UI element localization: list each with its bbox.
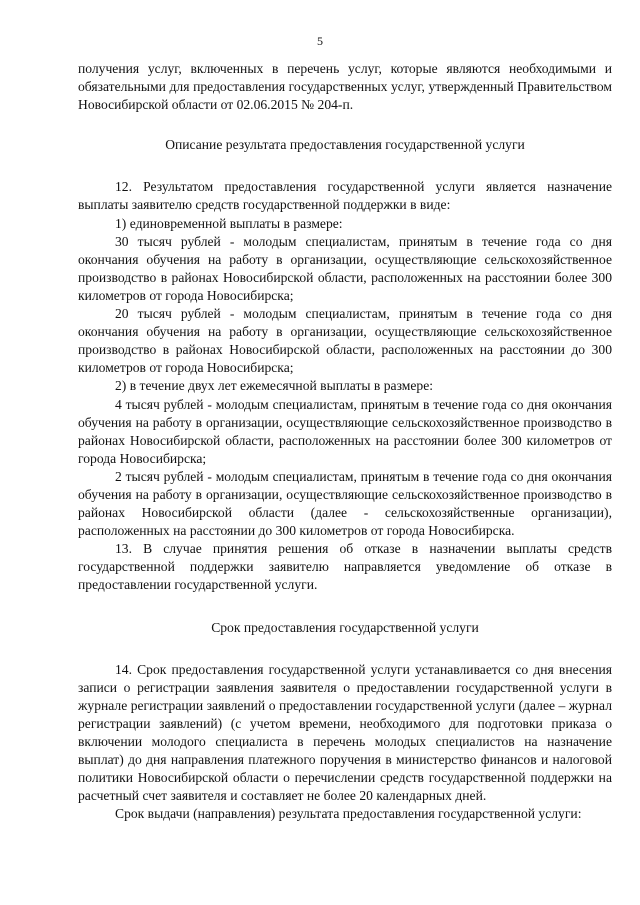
list-item-20k: 20 тысяч рублей - молодым специалистам, принятым в течение года со дня окончания обучения на работу в организации, осуществляющие сельскохозяйственное производство в районах Новосибирской области, расположенных на расстоянии до 300 километров от города Новосибирска;	[78, 306, 612, 376]
paragraph-14: 14. Срок предоставления государственной услуги устанавливается со дня внесения записи о регистрации заявления заявителя о предоставлении государственной услуги в журнале регистрации заявлений о предоставлении государственной услуги (далее – журнал регистрации заявлений) (с учетом времени, необходимого для подготовки приказа о включении молодого специалиста в перечень молодых специалистов на назначение выплат) до дня направления платежного поручения в министерство финансов и налоговой политики Новосибирской области о перечислении средств государственной поддержки на расчетный счет заявителя и составляет не более 20 календарных дней.	[78, 661, 612, 804]
list-item-2k: 2 тысяч рублей - молодым специалистам, принятым в течение года со дня окончания обучения на работу в организации, осуществляющие сельскохозяйственное производство в районах Новосибирской области (далее - сельскохозяйственные организации), расположенных на расстоянии до 300 километров от города Новосибирска.	[78, 468, 612, 539]
list-item-monthly: 2) в течение двух лет ежемесячной выплаты в размере:	[115, 378, 433, 394]
section-heading-result: Описание результата предоставления государственной услуги	[165, 137, 525, 153]
document-body	[78, 60, 612, 823]
paragraph-delivery-term: Срок выдачи (направления) результата предоставления государственной услуги:	[115, 806, 582, 822]
list-item-4k: 4 тысяч рублей - молодым специалистам, принятым в течение года со дня окончания обучения на работу в организации, осуществляющие сельскохозяйственное производство в районах Новосибирской области, расположенных на расстоянии более 300 километров от города Новосибирска;	[78, 396, 612, 466]
list-item-30k: 30 тысяч рублей - молодым специалистам, принятым в течение года со дня окончания обучения на работу в организации, осуществляющие сельскохозяйственное производство в районах Новосибирской области, расположенных на расстоянии более 300 километров от города Новосибирска;	[78, 233, 612, 303]
section-heading-term: Срок предоставления государственной услуги	[211, 619, 479, 635]
paragraph-12: 12. Результатом предоставления государственной услуги является назначение выплаты заявителю средств государственной поддержки в виде:	[78, 179, 612, 213]
page-number: 5	[317, 34, 323, 48]
list-item-lump-sum: 1) единовременной выплаты в размере:	[115, 215, 343, 231]
paragraph-13: 13. В случае принятия решения об отказе в назначении выплаты средств государственной поддержки заявителю направляется уведомление об отказе в предоставлении государственной услуги.	[78, 541, 612, 593]
intro-paragraph: получения услуг, включенных в перечень услуг, которые являются необходимыми и обязательными для предоставления государственных услуг, утвержденный Правительством Новосибирской области от 02.06.2015 № 204-п.	[78, 61, 612, 113]
